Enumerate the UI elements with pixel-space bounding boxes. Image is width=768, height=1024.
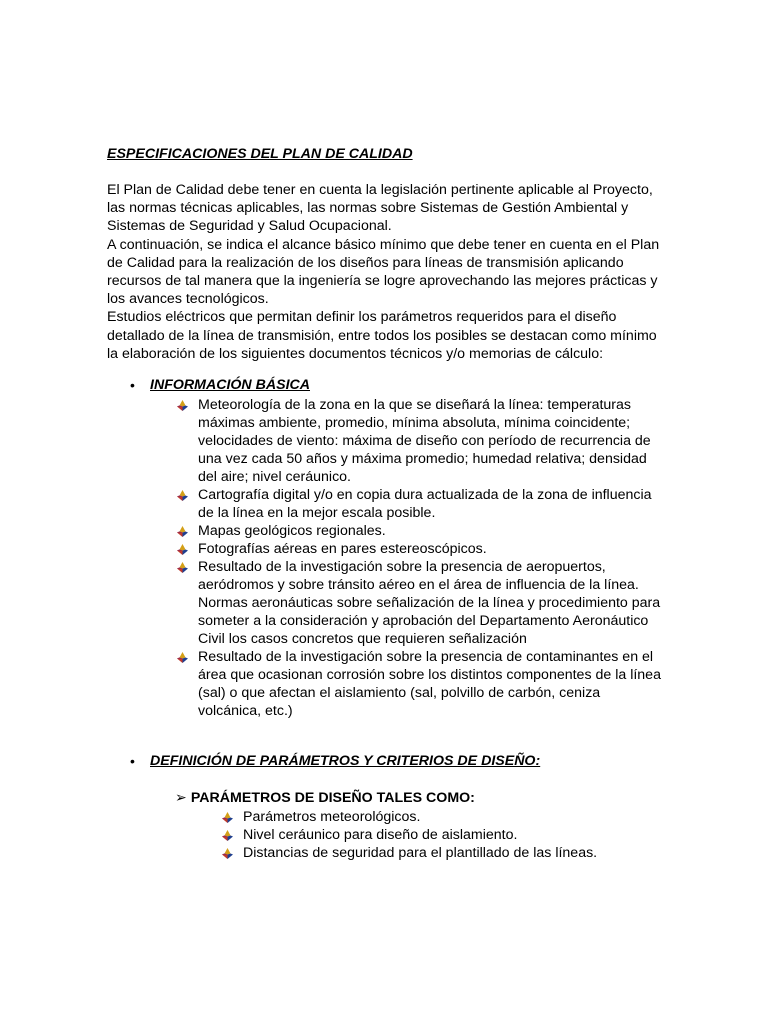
list-item: Resultado de la investigación sobre la presencia de contaminantes en el área que ocasionan corrosión sobre los distintos componentes de la línea (sal) o que afectan el aislamiento (sal, polvillo de carbón, ceniza volcánica, etc.) [175,648,665,720]
design-parameters-list [220,808,660,862]
subheading-parametros-diseno [175,790,475,806]
intro-text [107,181,667,363]
bullet-icon: • [130,377,135,393]
intro-paragraph: A continuación, se indica el alcance básico mínimo que debe tener en cuenta en el Plan de Calidad para la realización de los diseños para líneas de transmisión aplicando recursos de tal manera que la ingeniería se logre aprovechando las mejores prácticas y los avances tecnológicos. [107,236,660,308]
diamond-bullet-icon [222,830,233,841]
basic-info-list [175,396,665,720]
arrow-bullet-icon: ➢ [175,790,187,806]
diamond-bullet-icon [222,848,233,859]
diamond-bullet-icon [177,526,188,537]
section-definicion-parametros [130,753,540,769]
diamond-bullet-icon [222,812,233,823]
list-item: Meteorología de la zona en la que se diseñará la línea: temperaturas máximas ambiente, promedio, mínima absoluta, mínima coincidente; velocidades de viento: máxima de diseño con período de recurrencia de una vez cada 50 años y máxima promedio; humedad relativa; densidad del aire; nivel ceráunico. [175,396,665,486]
document-title: ESPECIFICACIONES DEL PLAN DE CALIDAD [107,146,413,162]
list-item: Cartografía digital y/o en copia dura actualizada de la zona de influencia de la línea en la mejor escala posible. [175,486,665,522]
section-informacion-basica [130,377,310,393]
bullet-icon: • [130,753,135,769]
list-item: Resultado de la investigación sobre la presencia de aeropuertos, aeródromos y sobre tránsito aéreo en el área de influencia de la línea. Normas aeronáuticas sobre señalización de la línea y procedimiento para someter a la consideración y aprobación del Departamento Aeronáutico Civil los casos concretos que requieren señalización [175,558,665,648]
list-item: Parámetros meteorológicos. [220,808,660,826]
diamond-bullet-icon [177,652,188,663]
list-item: Nivel ceráunico para diseño de aislamiento. [220,826,660,844]
section-heading: INFORMACIÓN BÁSICA [150,377,310,393]
diamond-bullet-icon [177,490,188,501]
list-item: Distancias de seguridad para el plantillado de las líneas. [220,844,660,862]
diamond-bullet-icon [177,562,188,573]
section-heading: DEFINICIÓN DE PARÁMETROS Y CRITERIOS DE DISEÑO: [150,753,541,769]
diamond-bullet-icon [177,400,188,411]
diamond-bullet-icon [177,544,188,555]
intro-paragraph: Estudios eléctricos que permitan definir los parámetros requeridos para el diseño detallado de la línea de transmisión, entre todos los posibles se destacan como mínimo la elaboración de los siguientes documentos técnicos y/o memorias de cálculo: [107,309,657,362]
subheading-label: PARÁMETROS DE DISEÑO TALES COMO: [190,790,475,806]
list-item: Fotografías aéreas en pares estereoscópicos. [175,540,665,558]
list-item: Mapas geológicos regionales. [175,522,665,540]
intro-paragraph: El Plan de Calidad debe tener en cuenta la legislación pertinente aplicable al Proyecto, las normas técnicas aplicables, las normas sobre Sistemas de Gestión Ambiental y Sistemas de Seguridad y Salud Ocupacional. [107,182,653,235]
